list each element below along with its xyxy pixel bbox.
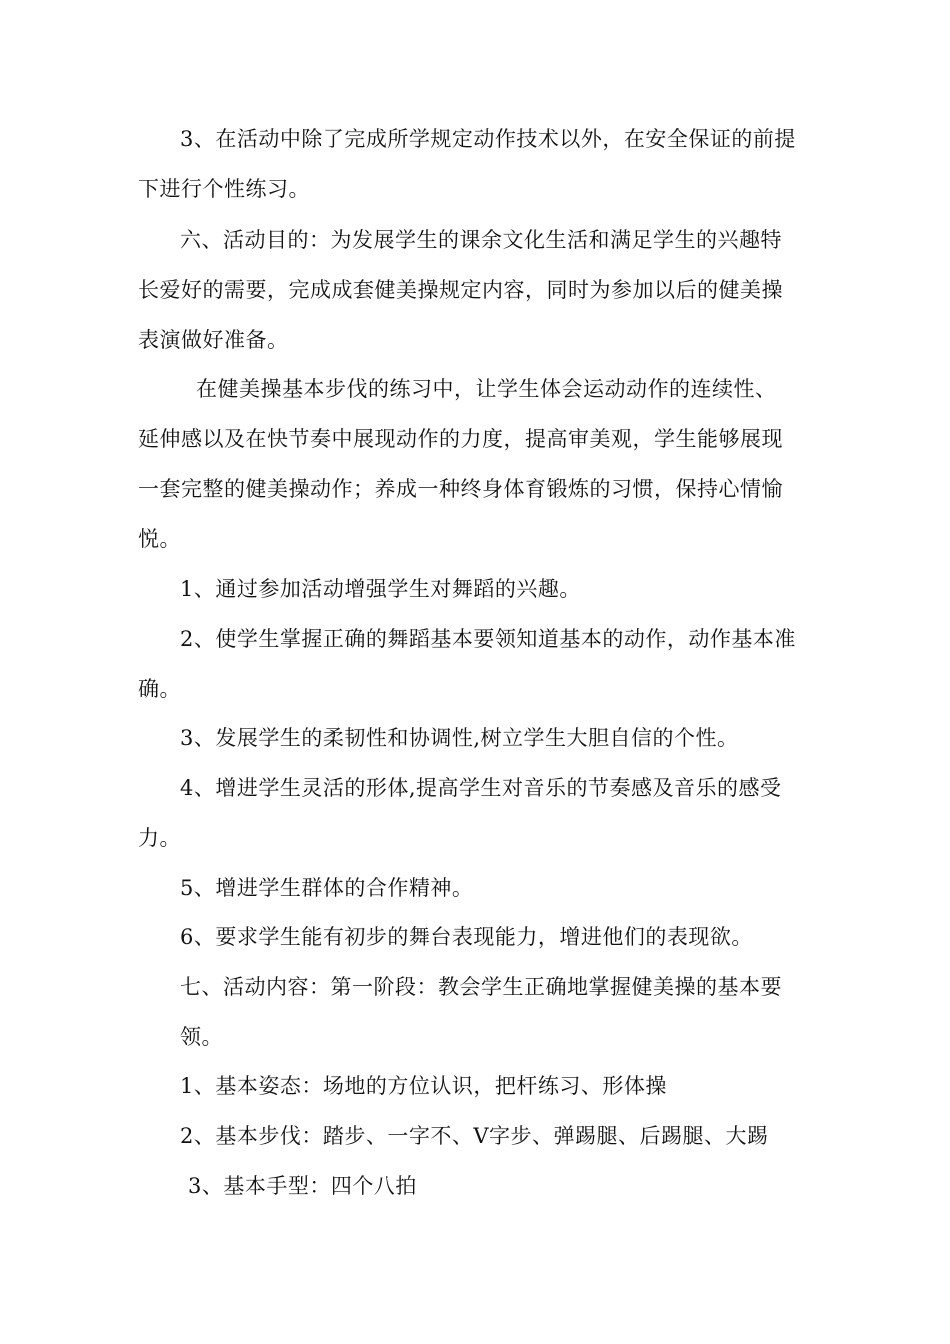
- text-line: 下进行个性练习。: [138, 177, 310, 201]
- text-line: 4、增进学生灵活的形体,提高学生对音乐的节奏感及音乐的感受: [180, 776, 782, 800]
- text-line: 领。: [180, 1025, 223, 1049]
- text-line: 一套完整的健美操动作；养成一种终身体育锻炼的习惯，保持心情愉: [138, 477, 783, 501]
- text-line: 七、活动内容：第一阶段：教会学生正确地掌握健美操的基本要: [180, 975, 782, 999]
- text-line: 悦。: [138, 527, 181, 551]
- text-line: 确。: [138, 677, 181, 701]
- text-line: 在健美操基本步伐的练习中，让学生体会运动动作的连续性、: [196, 377, 777, 401]
- text-line: 1、基本姿态：场地的方位认识，把杆练习、形体操: [180, 1074, 667, 1098]
- text-line: 长爱好的需要，完成成套健美操规定内容，同时为参加以后的健美操: [138, 278, 783, 302]
- text-line: 2、基本步伐：踏步、一字不、V字步、弹踢腿、后踢腿、大踢: [180, 1124, 769, 1148]
- text-line: 3、发展学生的柔韧性和协调性,树立学生大胆自信的个性。: [180, 726, 739, 750]
- text-line: 力。: [138, 826, 181, 850]
- text-line: 六、活动目的：为发展学生的课余文化生活和满足学生的兴趣特: [180, 228, 782, 252]
- text-line: 表演做好准备。: [138, 328, 289, 352]
- text-line: 5、增进学生群体的合作精神。: [180, 876, 474, 900]
- text-line: 延伸感以及在快节奏中展现动作的力度，提高审美观，学生能够展现: [138, 427, 783, 451]
- text-line: 3、基本手型：四个八拍: [188, 1174, 417, 1198]
- text-line: 6、要求学生能有初步的舞台表现能力，增进他们的表现欲。: [180, 925, 753, 949]
- text-line: 2、使学生掌握正确的舞蹈基本要领知道基本的动作，动作基本准: [180, 627, 796, 651]
- text-line: 3、在活动中除了完成所学规定动作技术以外，在安全保证的前提: [180, 127, 796, 151]
- text-line: 1、通过参加活动增强学生对舞蹈的兴趣。: [180, 577, 581, 601]
